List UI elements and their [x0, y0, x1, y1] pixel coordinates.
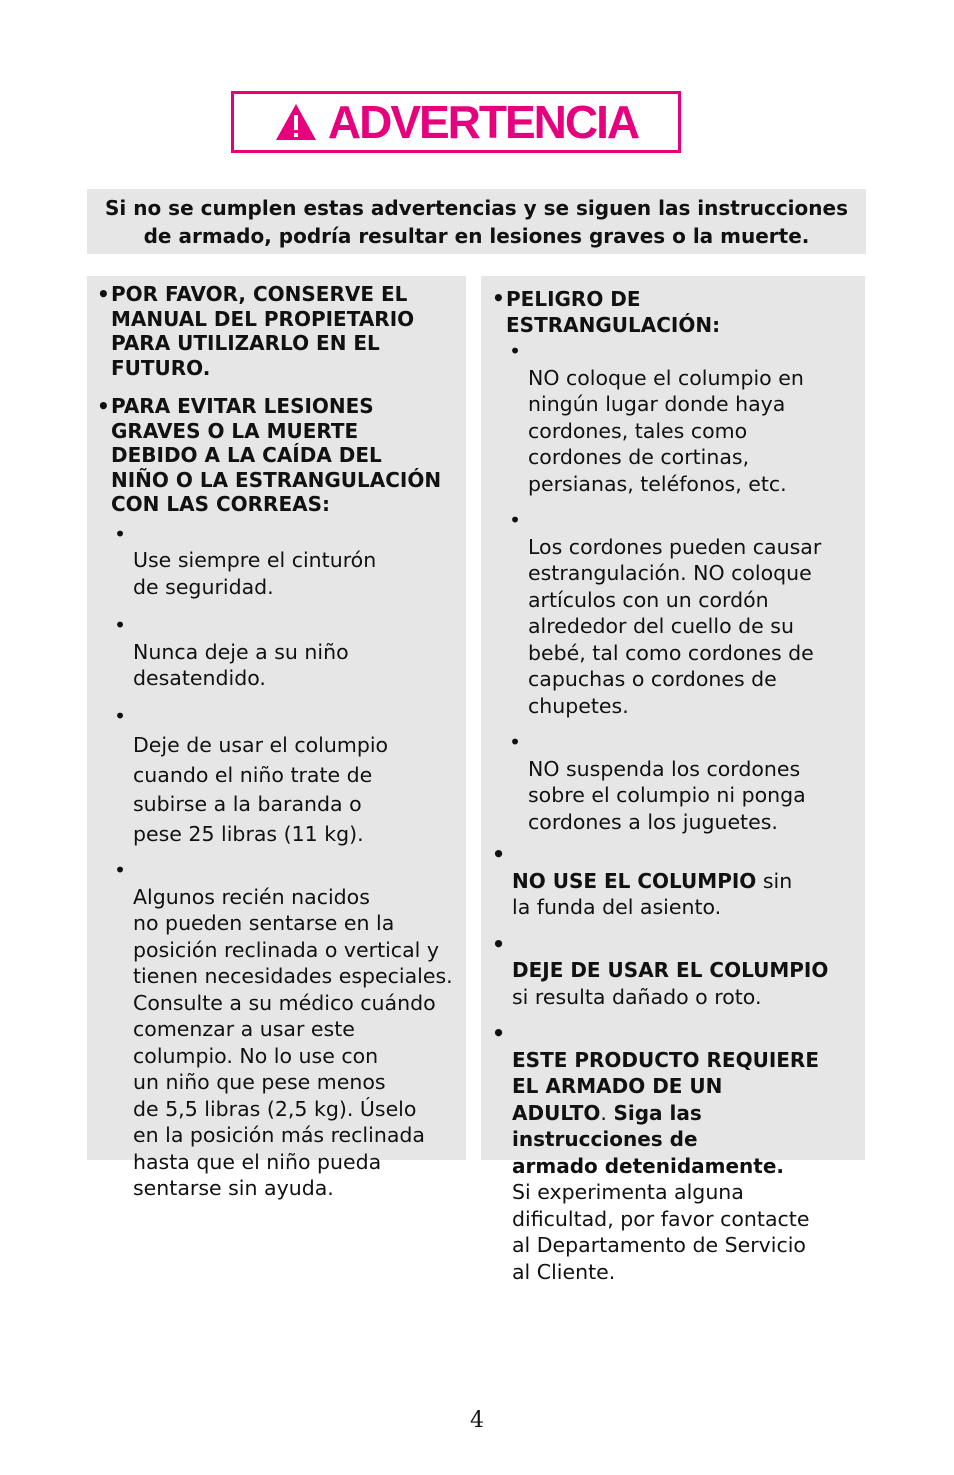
warning-title: ADVERTENCIA [327, 96, 639, 148]
list-item-stop-if-damaged [492, 931, 859, 1011]
sub-item-seatbelt: • Use siempre el cinturón de seguridad. [114, 521, 377, 599]
assembly-rest: Si experimenta alguna dificultad, por favor contacte al Departamento de Servicio al Cliente. [512, 1180, 810, 1284]
list-item-avoid-injury [97, 394, 460, 1202]
assembly-mid: . [600, 1100, 614, 1125]
stop-bold: DEJE DE USAR EL COLUMPIO [512, 958, 829, 982]
bullet-dot: • [492, 286, 505, 310]
list-item-keep-manual [97, 282, 460, 380]
intro-warning: Si no se cumplen estas advertencias y se siguen las instrucciones de armado, podría resultar en lesiones graves o la muerte. [87, 189, 866, 254]
list-item-adult-assembly [492, 1020, 859, 1285]
sub-item-cords-strangle: • Los cordones pueden causar estrangulación. NO coloque artículos con un cordón alrededor del cuello de su bebé, tal como cordones de capuchas o cordones de chupetes. [509, 508, 822, 718]
bullet-dot: • [492, 1021, 506, 1045]
warning-triangle-icon [274, 102, 318, 142]
strangulation-heading: PELIGRO DE ESTRANGULACIÓN: [506, 287, 721, 337]
stop-rest: si resulta dañado o roto. [512, 984, 762, 1009]
list-item-no-use-without-cover [492, 841, 859, 921]
assembly-bold-2: Siga las instrucciones de armado detenidamente. [512, 1100, 784, 1178]
sub-item-no-cords-near: • NO coloque el columpio en ningún lugar donde haya cordones, tales como cordones de cortinas, persianas, teléfonos, etc. [509, 339, 804, 496]
bullet-dot: • [492, 842, 506, 866]
list-item-strangulation [492, 286, 859, 835]
avoid-injury-heading: PARA EVITAR LESIONES GRAVES O LA MUERTE DEBIDO A LA CAÍDA DEL NIÑO O LA ESTRANGULACIÓN CON LAS CORREAS: [111, 394, 442, 516]
sub-item-stop-use: • Deje de usar el columpio cuando el niño trate de subirse a la baranda o pese 25 libras (11 kg). [114, 703, 389, 846]
sub-item-newborns: • Algunos recién nacidos no pueden sentarse en la posición reclinada o vertical y tienen necesidades especiales. Consulte a su médico cuándo comenzar a usar este columpio. No lo use con un niño que pese menos de 5,5 libras (2,5 kg). Úselo en la posición más reclinada hasta que el niño pueda sentarse sin ayuda. [114, 858, 453, 1200]
no-use-rest: sin la funda del asiento. [512, 868, 793, 919]
page-number: 4 [470, 1408, 484, 1433]
right-column [481, 276, 865, 1284]
assembly-bold-1: ESTE PRODUCTO REQUIERE EL ARMADO DE UN ADULTO [512, 1047, 819, 1125]
keep-manual-text: POR FAVOR, CONSERVE EL MANUAL DEL PROPIETARIO PARA UTILIZARLO EN EL FUTURO. [111, 282, 415, 380]
bullet-dot: • [492, 931, 506, 956]
left-column [87, 276, 466, 1200]
sub-item-unattended: • Nunca deje a su niño desatendido. [114, 613, 349, 690]
bullet-dot: • [97, 282, 110, 306]
warning-banner [231, 91, 681, 153]
no-use-bold: NO USE EL COLUMPIO [512, 868, 757, 893]
bullet-dot: • [97, 394, 110, 418]
sub-item-no-hang-cords: • NO suspenda los cordones sobre el columpio ni ponga cordones a los juguetes. [509, 730, 806, 834]
